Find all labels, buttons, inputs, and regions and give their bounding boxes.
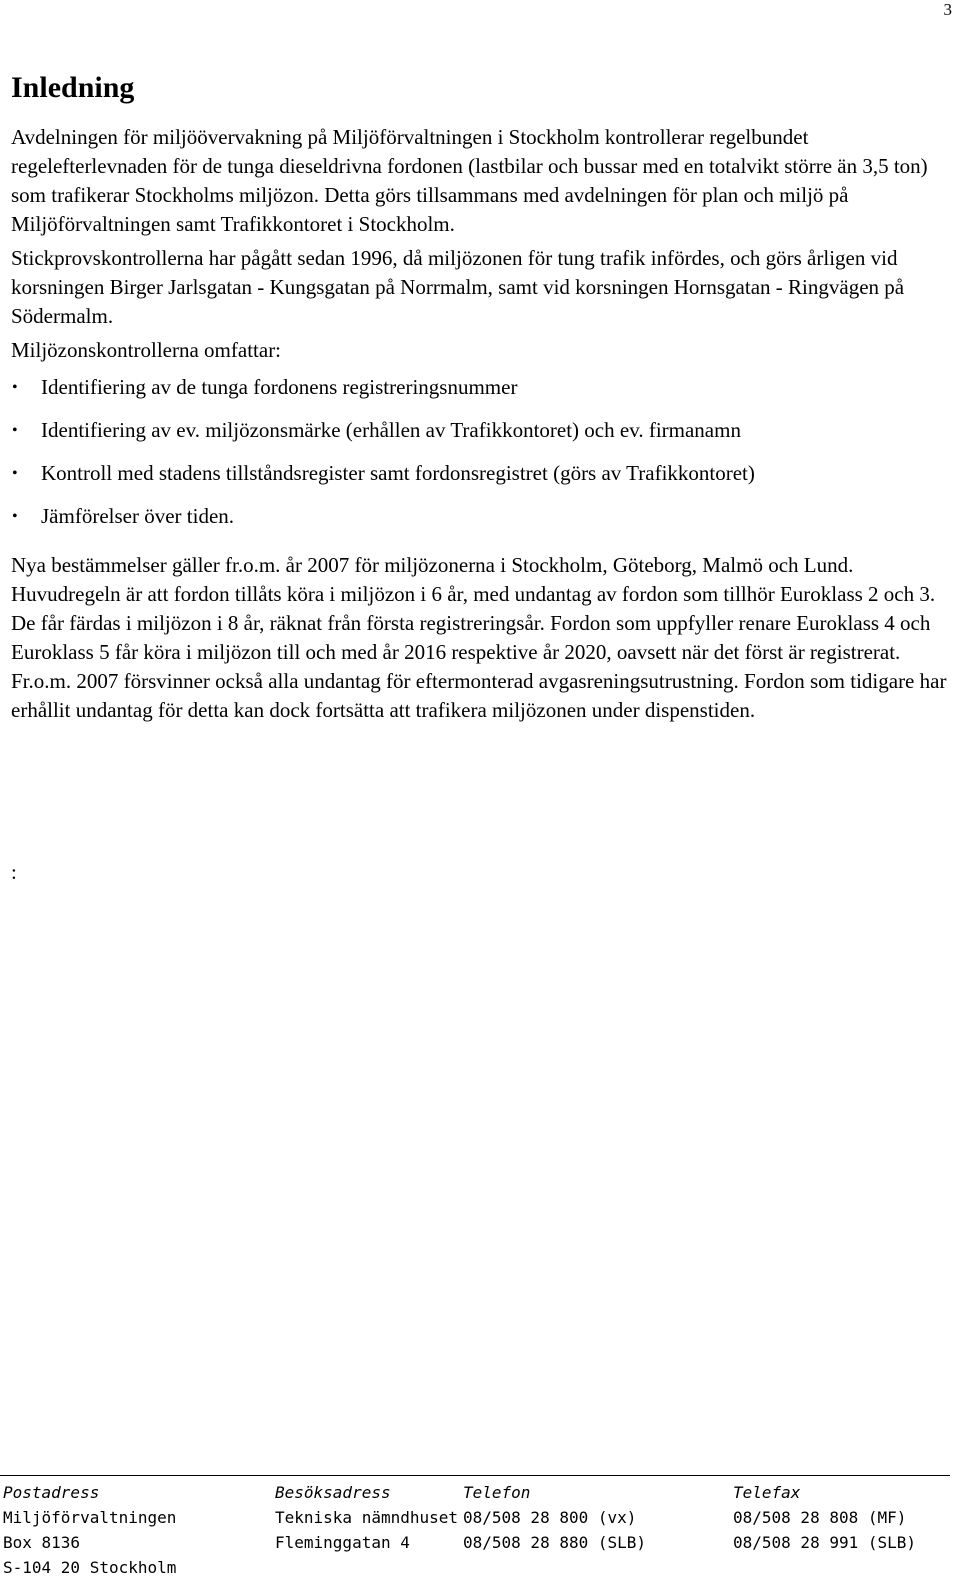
footer-cell: 08/508 28 800 (vx) <box>463 1508 637 1527</box>
footer-header-besoksadress: Besöksadress <box>275 1483 391 1502</box>
footer-cell: Fleminggatan 4 <box>275 1533 410 1552</box>
footer-cell: Box 8136 <box>3 1533 81 1552</box>
footer-cell: S-104 20 Stockholm <box>3 1558 177 1577</box>
page-footer <box>0 1475 950 1580</box>
footer-cell: 08/508 28 991 (SLB) <box>733 1533 917 1552</box>
bullet-list <box>11 373 951 531</box>
page-number: 3 <box>943 0 952 19</box>
list-item-text: Identifiering av de tunga fordonens registreringsnummer <box>41 375 518 399</box>
list-item <box>11 502 951 531</box>
sampling-paragraph: Stickprovskontrollerna har pågått sedan 1996, då miljözonen för tung trafik infördes, och görs årligen vid korsningen Birger Jarlsgatan - Kungsgatan på Norrmalm, samt vid korsningen Hornsgatan - Ringvägen på Södermalm. <box>11 246 905 328</box>
bullet-icon: • <box>12 379 18 396</box>
footer-header-postadress: Postadress <box>3 1483 100 1502</box>
stray-colon: : <box>11 860 17 884</box>
list-item-text: Jämförelser över tiden. <box>41 504 235 528</box>
footer-cell: 08/508 28 880 (SLB) <box>463 1533 647 1552</box>
intro-paragraph: Avdelningen för miljöövervakning på Miljöförvaltningen i Stockholm kontrollerar regelbundet regelefterlevnaden för de tunga dieseldrivna fordonen (lastbilar och bussar med en totalvikt större än 3,5 ton) som trafikerar Stockholms miljözon. Detta görs tillsammans med avdelningen för plan och miljö på Miljöförvaltningen samt Trafikkontoret i Stockholm. <box>11 125 928 236</box>
bullet-icon: • <box>12 422 18 439</box>
footer-header-telefon: Telefon <box>463 1483 531 1502</box>
footer-header-row <box>0 1480 950 1505</box>
list-intro: Miljözonskontrollerna omfattar: <box>11 338 282 362</box>
bullet-icon: • <box>12 508 18 525</box>
list-item <box>11 416 951 445</box>
regulations-paragraph: Nya bestämmelser gäller fr.o.m. år 2007 för miljözonerna i Stockholm, Göteborg, Malmö och Lund. Huvudregeln är att fordon tillåts köra i miljözon i 6 år, med undantag av fordon som tillhör Euroklass 2 och 3. De får färdas i miljözon i 8 år, räknat från första registreringsår. Fordon som uppfyller renare Euroklass 4 och Euroklass 5 får köra i miljözon till och med år 2016 respektive år 2020, oavsett när det först är registrerat. Fr.o.m. 2007 försvinner också alla undantag för eftermonterad avgasreningsutrustning. Fordon som tidigare har erhållit undantag för detta kan dock fortsätta att trafikera miljözonen under dispenstiden. <box>11 553 947 722</box>
document-body <box>11 66 951 725</box>
section-heading: Inledning <box>11 71 135 104</box>
footer-cell: Tekniska nämndhuset <box>275 1508 459 1527</box>
bullet-icon: • <box>12 465 18 482</box>
footer-row <box>0 1505 950 1530</box>
footer-cell: Miljöförvaltningen <box>3 1508 177 1527</box>
footer-header-telefax: Telefax <box>733 1483 801 1502</box>
footer-row <box>0 1530 950 1555</box>
footer-cell: 08/508 28 808 (MF) <box>733 1508 907 1527</box>
list-item-text: Identifiering av ev. miljözonsmärke (erhållen av Trafikkontoret) och ev. firmanamn <box>41 418 741 442</box>
list-item-text: Kontroll med stadens tillståndsregister samt fordonsregistret (görs av Trafikkontoret) <box>41 461 755 485</box>
list-item <box>11 373 951 402</box>
list-item <box>11 459 951 488</box>
footer-row <box>0 1555 950 1580</box>
